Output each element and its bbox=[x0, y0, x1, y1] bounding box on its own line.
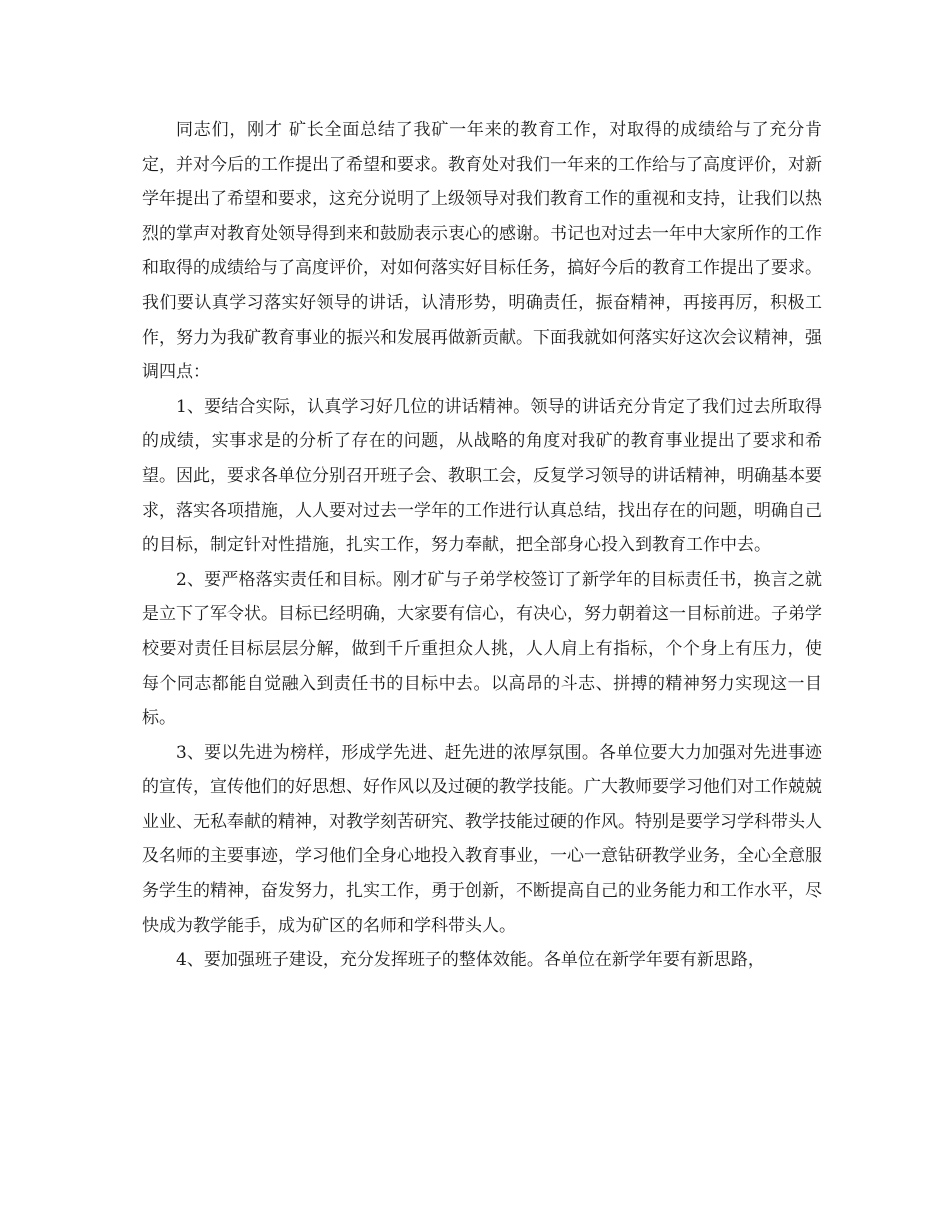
document-body bbox=[142, 113, 822, 978]
paragraph-point-1: 1、要结合实际，认真学习好几位的讲话精神。领导的讲话充分肯定了我们过去所取得的成绩，实事求是的分析了存在的问题，从战略的角度对我矿的教育事业提出了要求和希望。因此，要求各单位分别召开班子会、教职工会，反复学习领导的讲话精神，明确基本要求，落实各项措施，人人要对过去一学年的工作进行认真总结，找出存在的问题，明确自己的目标，制定针对性措施，扎实工作，努力奉献，把全部身心投入到教育工作中去。 bbox=[142, 396, 822, 556]
paragraph-intro: 同志们，刚才 矿长全面总结了我矿一年来的教育工作，对取得的成绩给与了充分肯定，并对今后的工作提出了希望和要求。教育处对我们一年来的工作给与了高度评价，对新学年提出了希望和要求，这充分说明了上级领导对我们教育工作的重视和支持，让我们以热烈的掌声对教育处领导得到来和鼓励表示衷心的感谢。书记也对过去一年中大家所作的工作和取得的成绩给与了高度评价，对如何落实好目标任务，搞好今后的教育工作提出了要求。我们要认真学习落实好领导的讲话，认清形势，明确责任，振奋精神，再接再厉，积极工作，努力为我矿教育事业的振兴和发展再做新贡献。下面我就如何落实好这次会议精神，强调四点： bbox=[142, 120, 822, 383]
paragraph-point-2: 2、要严格落实责任和目标。刚才矿与子弟学校签订了新学年的目标责任书，换言之就是立下了军令状。目标已经明确，大家要有信心，有决心，努力朝着这一目标前进。子弟学校要对责任目标层层分解，做到千斤重担众人挑，人人肩上有指标，个个身上有压力，使 每个同志都能自觉融入到责任书的目标中去。以高昂的斗志、拼搏的精神努力实现这一目标。 bbox=[142, 569, 822, 729]
paragraph-point-4: 4、要加强班子建设，充分发挥班子的整体效能。各单位在新学年要有新思路， bbox=[176, 950, 765, 971]
paragraph-point-3: 3、要以先进为榜样，形成学先进、赶先进的浓厚氛围。各单位要大力加强对先进事迹的宣传，宣传他们的好思想、好作风以及过硬的教学技能。广大教师要学习他们对工作兢兢业业、无私奉献的精神，对教学刻苦研究、教学技能过硬的作风。特别是要学习学科带头人及名师的主要事迹，学习他们全身心地投入教育事业，一心一意钻研教学业务，全心全意服务学生的精神，奋发努力，扎实工作，勇于创新，不断提高自己的业务能力和工作水平，尽快成为教学能手，成为矿区的名师和学科带头人。 bbox=[142, 742, 822, 936]
